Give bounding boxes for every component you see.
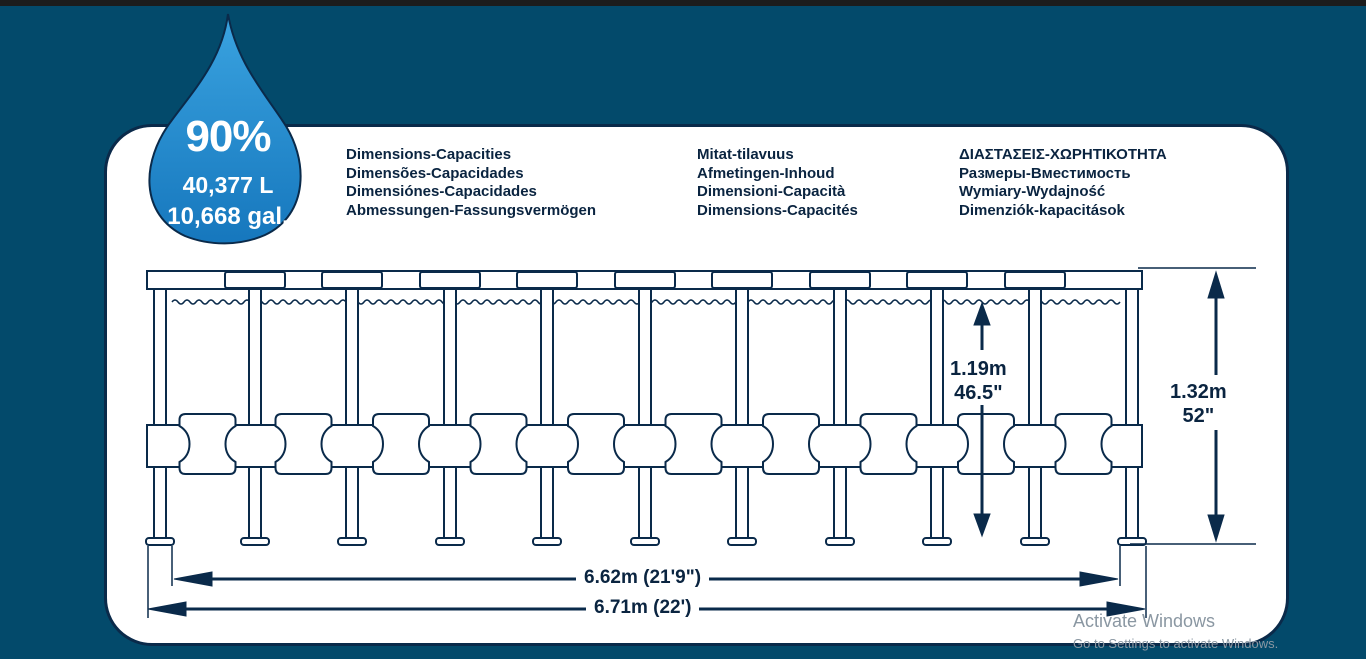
pool-post	[736, 289, 748, 539]
label-column-3	[959, 146, 1167, 220]
label-text: Dimensions-Capacities	[346, 146, 512, 163]
water-height-in: 46.5"	[954, 382, 1003, 404]
label-text: Afmetingen-Inhoud	[697, 164, 835, 182]
pool-post	[1126, 289, 1138, 539]
label-text: Mitat-tilavuus	[697, 146, 794, 163]
label-text: Dimensions-Capacités	[697, 201, 858, 219]
post-foot	[533, 538, 561, 545]
pool-post	[444, 289, 456, 539]
capacity-liters: 40,377 L	[182, 172, 274, 198]
top-connector	[517, 272, 577, 288]
label-text: ΔΙΑΣΤΑΣΕΙΣ-ΧΩΡΗΤΙΚΟΤΗΤΑ	[959, 146, 1167, 163]
activation-watermark-title: Activate Windows	[1073, 611, 1216, 631]
support-posts	[146, 272, 1146, 545]
pool-post	[834, 289, 846, 539]
label-text: Dimensioni-Capacità	[697, 183, 846, 201]
label-column-1	[346, 146, 596, 220]
post-foot	[146, 538, 174, 545]
pool-post	[249, 289, 261, 539]
top-connector	[712, 272, 772, 288]
inner-width-label: 6.62m (21'9")	[576, 567, 709, 589]
post-foot	[631, 538, 659, 545]
label-text: Dimensões-Capacidades	[346, 164, 524, 182]
label-text: Wymiary-Wydajność	[959, 183, 1106, 201]
fill-percent: 90%	[185, 112, 271, 161]
label-text: Dimenziók-kapacitások	[959, 201, 1125, 219]
pool-post	[541, 289, 553, 539]
top-connector	[322, 272, 382, 288]
pool-post	[639, 289, 651, 539]
top-connector	[907, 272, 967, 288]
wall-height-label	[1170, 380, 1227, 428]
top-connector	[810, 272, 870, 288]
capacity-drop	[143, 0, 313, 236]
top-connector	[225, 272, 285, 288]
label-text: Dimensiónes-Capacidades	[346, 183, 537, 201]
wall-height-m: 1.32m	[1170, 381, 1227, 403]
top-connector	[615, 272, 675, 288]
pool-post	[154, 289, 166, 539]
top-connector	[420, 272, 480, 288]
post-foot	[436, 538, 464, 545]
activation-watermark-subtitle: Go to Settings to activate Windows.	[1073, 636, 1279, 651]
wall-height-in: 52"	[1182, 405, 1215, 427]
pool-post	[1029, 289, 1041, 539]
water-height-label	[950, 357, 1007, 405]
post-foot	[826, 538, 854, 545]
pool-post	[931, 289, 943, 539]
capacity-gallons: 10,668 gal.	[167, 203, 289, 230]
post-foot	[338, 538, 366, 545]
post-foot	[923, 538, 951, 545]
pool-post	[346, 289, 358, 539]
outer-width-label: 6.71m (22')	[586, 597, 699, 619]
water-height-m: 1.19m	[950, 358, 1007, 380]
label-text: Размеры-Вместимость	[959, 164, 1131, 182]
label-text: Abmessungen-Fassungsvermögen	[346, 201, 597, 219]
post-foot	[1021, 538, 1049, 545]
post-foot	[241, 538, 269, 545]
top-connector	[1005, 272, 1065, 288]
label-column-2	[697, 146, 858, 220]
post-foot	[728, 538, 756, 545]
